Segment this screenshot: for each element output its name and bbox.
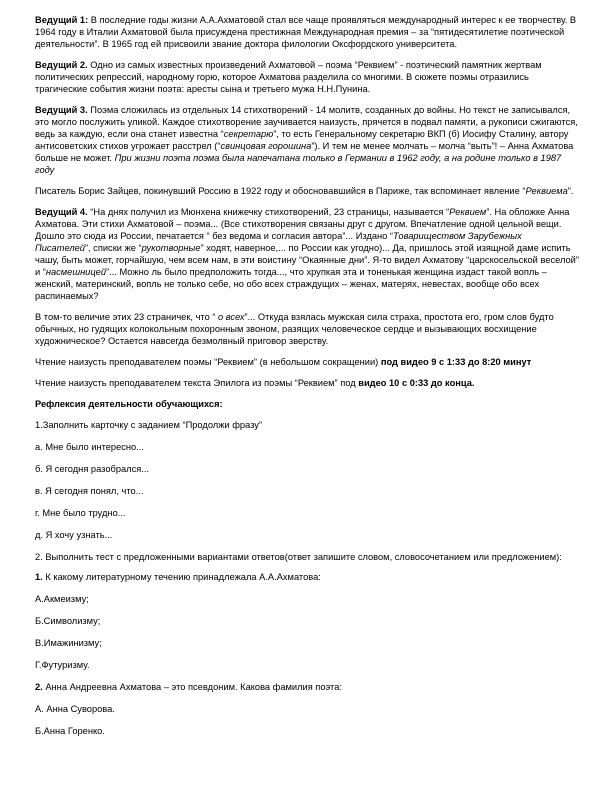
document-page	[35, 14, 579, 747]
paragraph-presenter-2	[35, 59, 579, 95]
answer-option: Б.Символизму;	[35, 616, 101, 626]
paragraph-text: ” ходят, наверное,... по России как угодно)... Да, пришлось этой изящной даме испить чашу, быть может, горчайшую, чем всем нам, в эти воистину “Окаянные дни”. Я-то видел Ахматову “царскосельской веселой” и “	[35, 243, 579, 277]
paragraph-text: ”... Можно ль было предположить тогда..., что хрупкая эта и тоненькая женщина издаст такой вопль – женский, материнский, вопль не только себе, но обо всех страждущих – женах, матерях, невестах, вообще обо всех распинаемых?	[35, 267, 547, 301]
answer-option: А.Акмеизму;	[35, 594, 89, 604]
bold-text: под видео 9 с 1:33 до 8:20 минут	[380, 357, 532, 367]
phrase-item: д. Я хочу узнать...	[35, 530, 113, 540]
paragraph-text: Писатель Борис Зайцев, покинувший Россию в 1922 году и обосновавшийся в Париже, так вспоминает явление “	[35, 186, 526, 196]
task-2: 2. Выполнить тест с предложенными вариантами ответов(ответ запишите словом, словосочетанием или предложением):	[35, 552, 562, 562]
paragraph-zaitsev	[35, 185, 579, 197]
paragraph-text: Чтение наизусть преподавателем текста Эпилога из поэмы “Реквием” под	[35, 378, 359, 388]
presenter-label: Ведущий 2.	[35, 60, 88, 70]
paragraph-presenter-1	[35, 14, 579, 50]
presenter-label: Ведущий 1:	[35, 15, 89, 25]
paragraph-text: ”... Откуда взялась мужская сила страха, простота его, гром слов будто обычных, но гудящих колокольным похоронным звоном, разящих человеческое сердце и вызывающих восхищение художническое? Остается навсегда безмолвный приговор зверству.	[35, 312, 554, 346]
paragraph-text: ”, то есть Генеральному секретарю ВКП (б) Иосифу Сталину, автору антисоветских стихов угрожает расстрел (“	[35, 129, 569, 151]
paragraph-text: Поэма сложилась из отдельных 14 стихотворений - 14 молитв, созданных до войны. Но текст не записывался, это могло послужить уликой. Каждое стихотворение заучивается наизусть, прячется в подвал памяти, а рукописи сжигаются, ведь за каждую, если она станет известна “	[35, 105, 578, 139]
phrase-item: в. Я сегодня понял, что...	[35, 486, 144, 496]
italic-text: секретарю	[223, 129, 274, 139]
italic-text: насмешницей	[45, 267, 107, 277]
paragraph-text: В том-то величие этих 23 страничек, что “	[35, 312, 219, 322]
answer-option: Б.Анна Горенко.	[35, 726, 105, 736]
paragraph-text: “На днях получил из Мюнхена книжечку стихотворений, 23 страницы, называется “	[87, 207, 450, 217]
presenter-label: Ведущий 3.	[35, 105, 88, 115]
italic-text: рукотворные	[141, 243, 201, 253]
paragraph-text: ”. На обложке Анна Ахматова. Эти стихи Ахматовой – поэма... (Все стихотворения связаны друг с другом. Впечатление одной цельной вещи. Дошло это сюда из России, печатается “ без ведома и согласия автора”... Издано “	[35, 207, 570, 241]
paragraph-text: ”, списки же “	[84, 243, 142, 253]
paragraph-text: ”). И тем не менее молчать – молча “выть”! – Анна Ахматова больше не может.	[35, 141, 574, 163]
answer-option: Г.Футуризму.	[35, 660, 90, 670]
task-1: 1.Заполнить карточку с заданием “Продолжи фразу”	[35, 420, 262, 430]
italic-text: свинцовая горошина	[220, 141, 312, 151]
italic-text: При жизни поэта поэма была напечатана только в Германии в 1962 году, а на родине только в 1987 году	[35, 153, 562, 175]
phrase-item: а. Мне было интересно...	[35, 442, 144, 452]
answer-option: В.Имажинизму;	[35, 638, 102, 648]
phrase-item: б. Я сегодня разобрался...	[35, 464, 150, 474]
italic-text: о всех	[218, 312, 245, 322]
question-2	[35, 681, 579, 693]
paragraph-text: Чтение наизусть преподавателем поэмы “Реквием” (в небольшом сокращении)	[35, 357, 381, 367]
paragraph-greatness	[35, 311, 579, 347]
paragraph-presenter-3	[35, 104, 579, 176]
paragraph-presenter-4	[35, 206, 579, 302]
question-text: Анна Андреевна Ахматова – это псевдоним. Какова фамилия поэта:	[42, 682, 342, 692]
question-1	[35, 571, 579, 583]
paragraph-text: В последние годы жизни А.А.Ахматовой стал все чаще проявляться международный интерес к ее творчеству. В 1964 году в Италии Ахматовой была присуждена престижная Международная премия – за “пятидесятилетие поэтической деятельности”. В 1965 год ей присвоили звание доктора филологии Оксфордского университета.	[35, 15, 577, 49]
answer-option: А. Анна Суворова.	[35, 704, 115, 714]
phrase-item: г. Мне было трудно...	[35, 508, 126, 518]
section-heading: Рефлексия деятельности обучающихся:	[35, 399, 223, 409]
bold-text: видео 10 с 0:33 до конца.	[358, 378, 475, 388]
question-number: 1.	[35, 572, 43, 582]
paragraph-reading-requiem	[35, 356, 579, 368]
presenter-label: Ведущий 4.	[35, 207, 88, 217]
italic-text: Реквием	[449, 207, 487, 217]
question-number: 2.	[35, 682, 43, 692]
paragraph-reading-epilogue	[35, 377, 579, 389]
question-text: К какому литературному течению принадлежала А.А.Ахматова:	[42, 572, 321, 582]
italic-text: Реквиема	[525, 186, 568, 196]
paragraph-text: ”.	[567, 186, 574, 196]
paragraph-text: Одно из самых известных произведений Ахматовой – поэма “Реквием” - поэтический памятник жертвам политических репрессий, народному горю, которое Ахматова разделила со многими. В сюжете поэмы отразились трагические события жизни поэта: аресты сына и третьего мужа Н.Н.Пунина.	[35, 60, 542, 94]
italic-text: Товариществом Зарубежных Писателей	[35, 231, 522, 253]
